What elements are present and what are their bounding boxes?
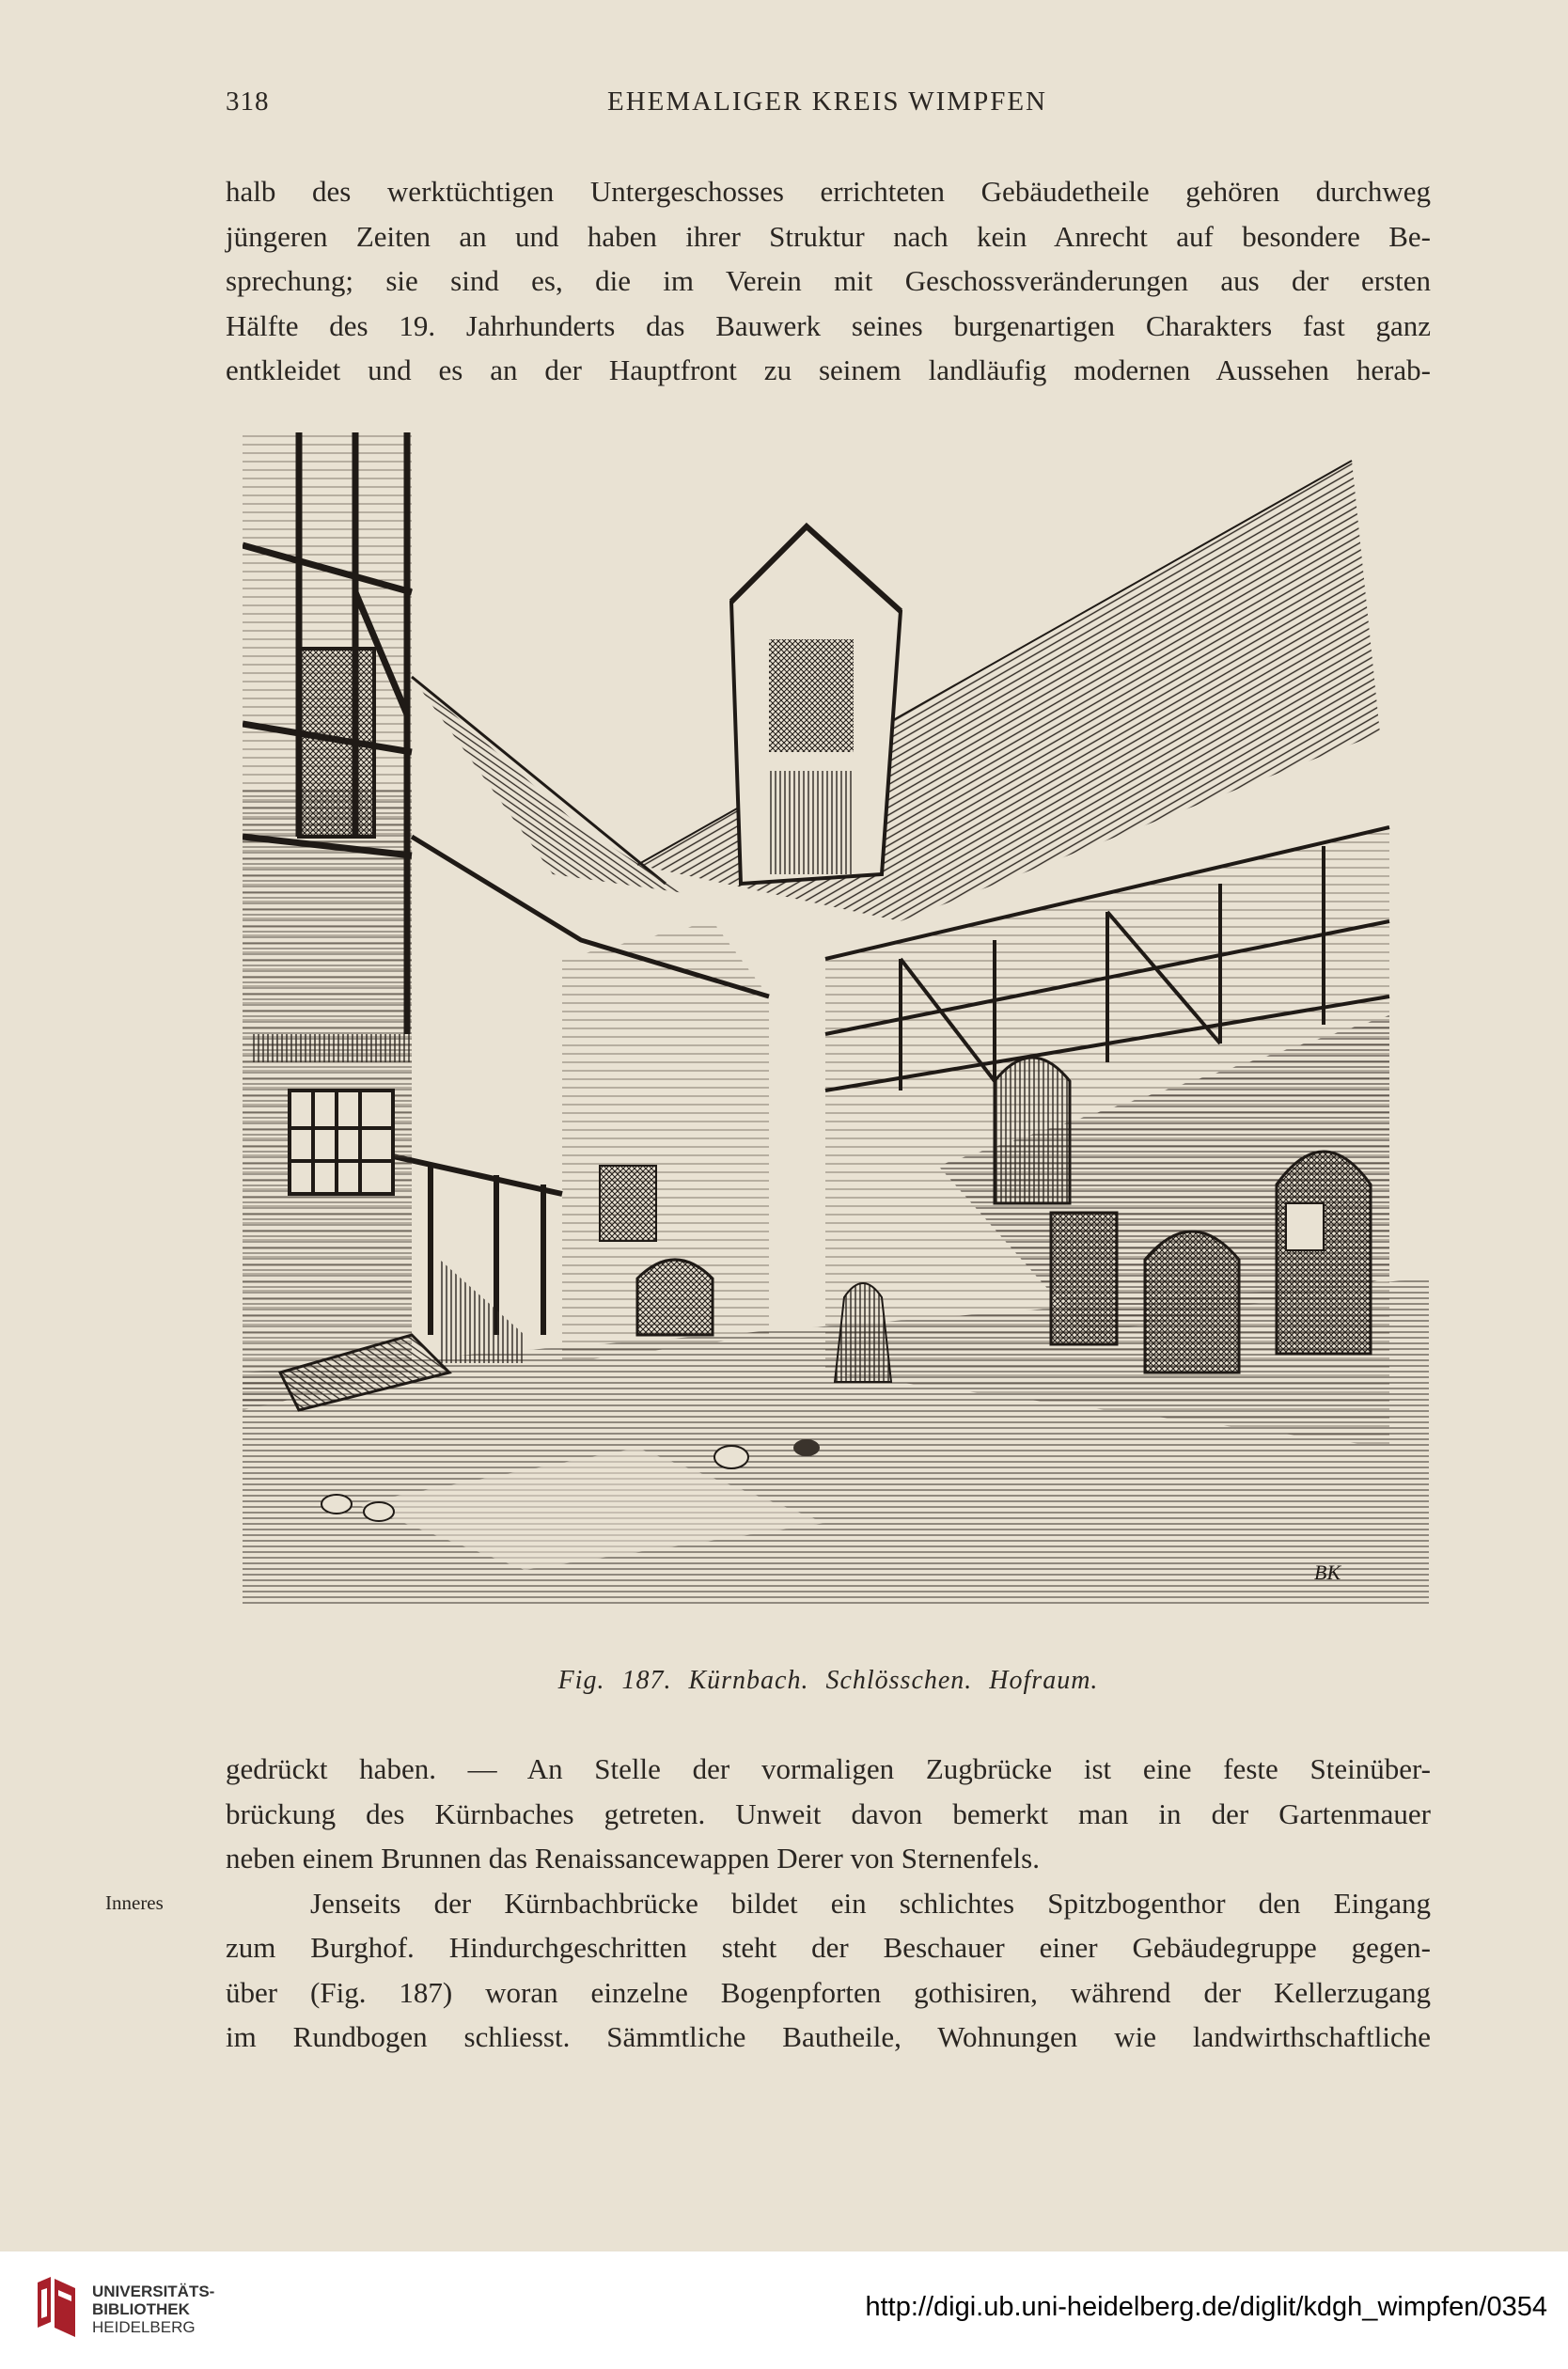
text-line: sprechung; sie sind es, die im Verein mit Geschossveränderungen aus der ersten (226, 264, 1431, 297)
text-line: im Rundbogen schliesst. Sämmtliche Bautheile, Wohnungen wie landwirthschaftliche (226, 2020, 1431, 2053)
text-line: entkleidet und es an der Hauptfront zu seinem landläufig modernen Aussehen herab- (226, 353, 1431, 386)
figure-caption: Fig. 187. Kürnbach. Schlösschen. Hofraum. (557, 1666, 1099, 1695)
body-text-top (226, 169, 1431, 393)
text-line: jüngeren Zeiten an und haben ihrer Struktur nach kein Anrecht auf besondere Be- (226, 219, 1431, 253)
engraving-courtyard-illustration (243, 432, 1429, 1606)
text-line: halb des werktüchtigen Untergeschosses errichteten Gebäudetheile gehören durchweg (226, 175, 1431, 208)
logo-line: BIBLIOTHEK (92, 2300, 190, 2318)
text-line: Hälfte des 19. Jahrhunderts das Bauwerk seines burgenartigen Charakters fast ganz (226, 308, 1431, 342)
logo-line: HEIDELBERG (92, 2318, 196, 2336)
text-line: neben einem Brunnen das Renaissancewappen Derer von Sternenfels. (226, 1842, 1040, 1875)
text-line: zum Burghof. Hindurchgeschritten steht der Beschauer einer Gebäudegruppe gegen- (226, 1931, 1431, 1964)
engraving-drawing (243, 432, 1429, 1606)
text-line: gedrückt haben. — An Stelle der vormaligen Zugbrücke ist eine feste Steinüber- (226, 1752, 1431, 1785)
logo-line: UNIVERSITÄTS- (92, 2283, 215, 2300)
page-number: 318 (226, 86, 270, 117)
body-text-bottom (226, 1747, 1431, 2060)
text-line: über (Fig. 187) woran einzelne Bogenpforten gothisiren, während der Kellerzugang (226, 1975, 1431, 2009)
margin-note: Inneres (105, 1891, 164, 1914)
text-line: Jenseits der Kürnbachbrücke bildet ein schlichtes Spitzbogenthor den Eingang (310, 1886, 1431, 1920)
running-head (226, 86, 1429, 124)
running-title: EHEMALIGER KREIS WIMPFEN (607, 86, 1047, 117)
permalink-url[interactable]: http://digi.ub.uni-heidelberg.de/diglit/kdgh_wimpfen/0354 (865, 2292, 1547, 2322)
library-logo-icon (32, 2273, 81, 2341)
library-logo-text (92, 2283, 214, 2336)
artist-signature: BK (1314, 1561, 1341, 1584)
text-line: brückung des Kürnbaches getreten. Unweit davon bemerkt man in der Gartenmauer (226, 1796, 1431, 1830)
